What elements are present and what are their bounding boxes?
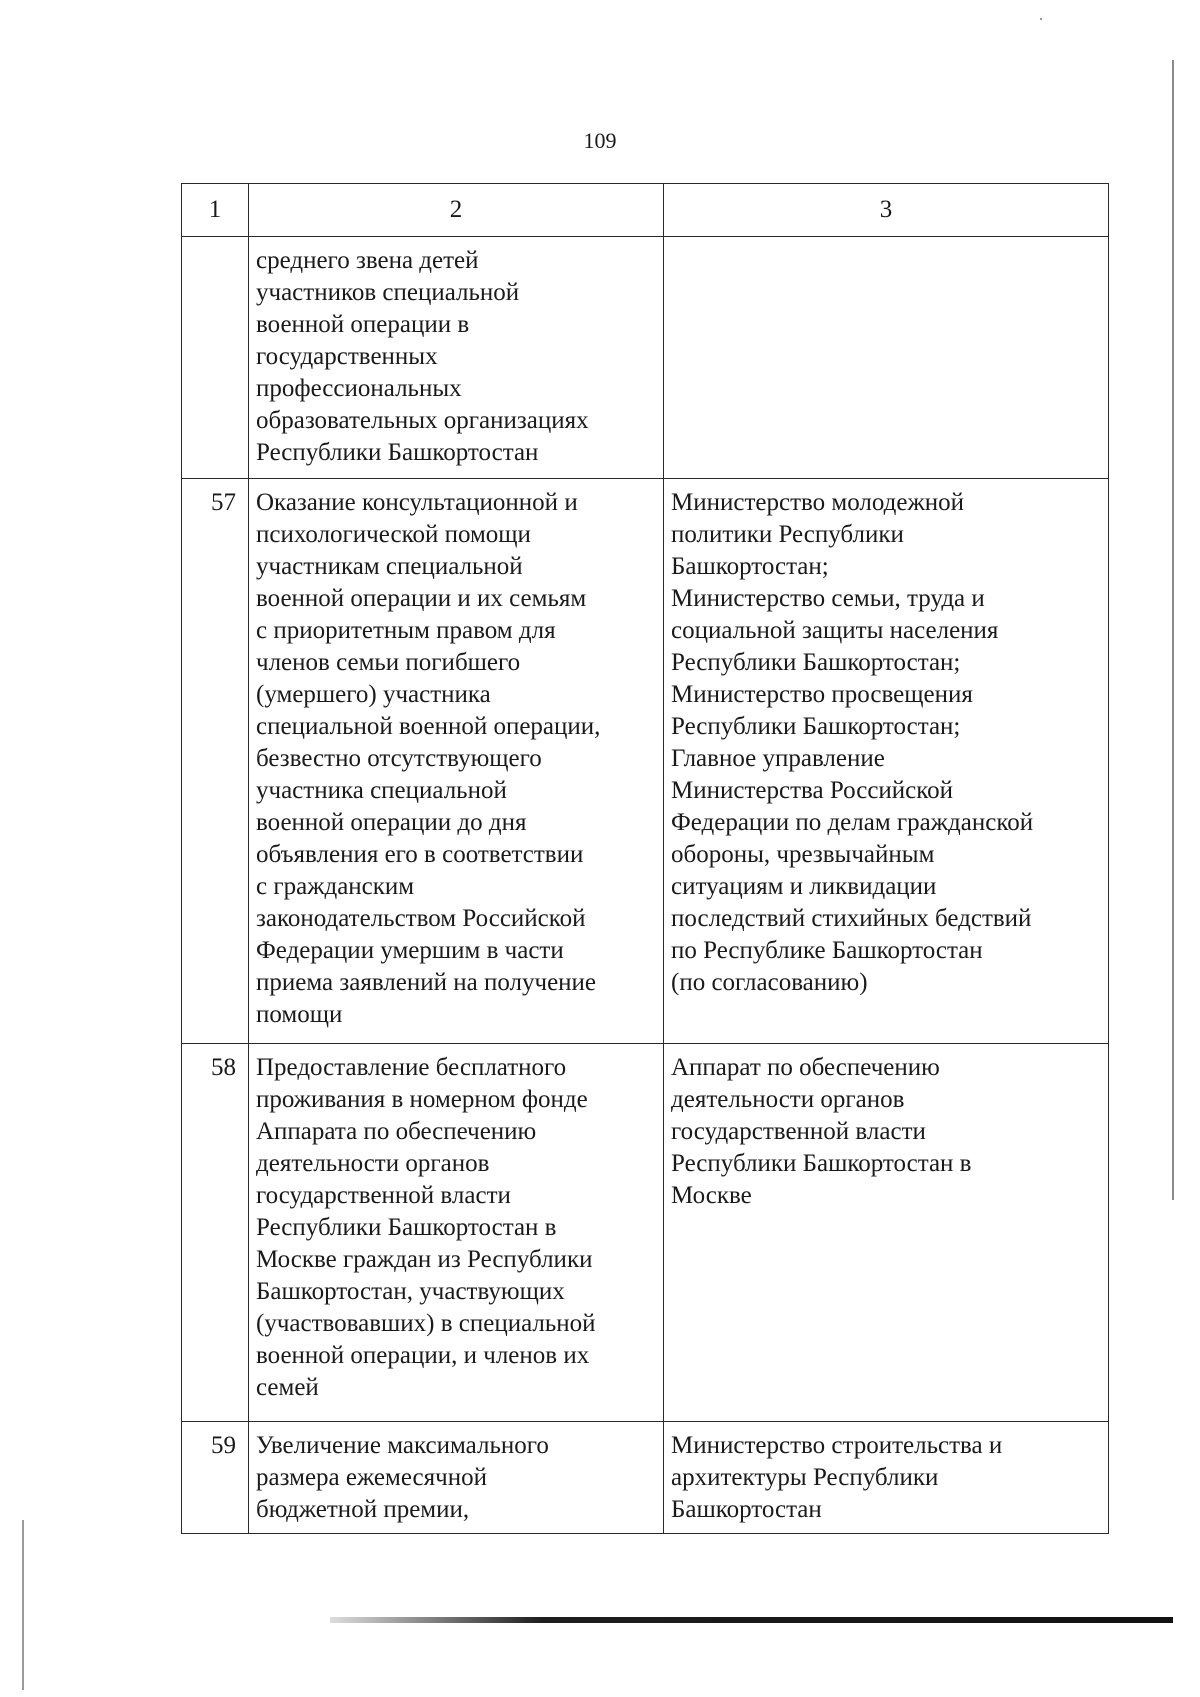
cell-line: (участвовавших) в специальной (256, 1310, 596, 1337)
cell-line: Предоставление бесплатного (256, 1054, 567, 1081)
page-number: 109 (583, 128, 617, 153)
cell-line: Башкортостан, участвующих (256, 1278, 565, 1305)
cell-line: психологической помощи (256, 521, 531, 548)
cell-line: Федерации умершим в части (256, 937, 564, 964)
cell-line: участников специальной (256, 279, 520, 306)
cell-line: социальной защиты населения (671, 617, 999, 644)
cell-line: профессиональных (256, 375, 462, 402)
cell-line: Министерство молодежной (671, 489, 964, 516)
cell-line: приема заявлений на получение (256, 969, 597, 996)
cell-line: военной операции до дня (256, 809, 527, 836)
cell-line: по Республике Башкортостан (671, 937, 983, 964)
cell-line: Башкортостан; (671, 553, 829, 580)
scan-speck (1040, 18, 1042, 20)
cell-line: Министерство просвещения (671, 681, 973, 708)
table-row (182, 1422, 1109, 1534)
cell-line: Министерство строительства и (671, 1432, 1003, 1459)
table-header-row (182, 184, 1109, 237)
cell-line: Аппарата по обеспечению (256, 1118, 537, 1145)
row-number: 57 (182, 479, 249, 1044)
row-number (182, 237, 249, 479)
cell-line: участникам специальной (256, 553, 523, 580)
cell-line: бюджетной премии, (256, 1496, 470, 1523)
cell-line: военной операции в (256, 311, 470, 338)
table-row (182, 1044, 1109, 1422)
measure-description (249, 479, 664, 1044)
cell-line: специальной военной операции, (256, 713, 601, 740)
cell-line: Федерации по делам гражданской (671, 809, 1034, 836)
cell-line: Главное управление (671, 745, 885, 772)
cell-line: с гражданским (256, 873, 415, 900)
cell-line: проживания в номерном фонде (256, 1086, 588, 1113)
cell-line: обороны, чрезвычайным (671, 841, 935, 868)
cell-line: с приоритетным правом для (256, 617, 556, 644)
cell-line: среднего звена детей (256, 247, 479, 274)
scan-edge-mark-left (22, 1520, 24, 1690)
cell-line: помощи (256, 1001, 343, 1028)
cell-line: Республики Башкортостан в (256, 1214, 557, 1241)
cell-line: образовательных организациях (256, 407, 589, 434)
cell-line: Республики Башкортостан (256, 439, 539, 466)
cell-line: семей (256, 1374, 319, 1401)
cell-line: безвестно отсутствующего (256, 745, 542, 772)
measures-table (181, 183, 1109, 1534)
cell-line: Министерства Российской (671, 777, 954, 804)
cell-line: (умершего) участника (256, 681, 491, 708)
measure-description (249, 237, 664, 479)
cell-line: Башкортостан (671, 1496, 822, 1523)
cell-line: Республики Башкортостан; (671, 649, 961, 676)
cell-line: Министерство семьи, труда и (671, 585, 985, 612)
cell-line: военной операции и их семьям (256, 585, 587, 612)
cell-line: Аппарат по обеспечению (671, 1054, 940, 1081)
cell-line: государственной власти (671, 1118, 926, 1145)
cell-line: архитектуры Республики (671, 1464, 939, 1491)
cell-line: Республики Башкортостан в (671, 1150, 972, 1177)
cell-line: объявления его в соответствии (256, 841, 584, 868)
cell-line: государственных (256, 343, 438, 370)
cell-line: членов семьи погибшего (256, 649, 521, 676)
cell-line: ситуациям и ликвидации (671, 873, 937, 900)
cell-line: Москве граждан из Республики (256, 1246, 593, 1273)
scan-edge-mark-right (1172, 60, 1174, 1200)
responsible-bodies (664, 237, 1109, 479)
cell-line: Увеличение максимального (256, 1432, 549, 1459)
responsible-bodies (664, 1044, 1109, 1422)
responsible-bodies (664, 479, 1109, 1044)
cell-line: деятельности органов (671, 1086, 905, 1113)
header-col-1: 1 (182, 184, 249, 237)
responsible-bodies (664, 1422, 1109, 1534)
cell-line: законодательством Российской (256, 905, 586, 932)
cell-line: деятельности органов (256, 1150, 490, 1177)
table-row (182, 479, 1109, 1044)
cell-line: (по согласованию) (671, 969, 868, 996)
cell-line: Республики Башкортостан; (671, 713, 961, 740)
cell-line: Оказание консультационной и (256, 489, 578, 516)
header-col-3: 3 (664, 184, 1109, 237)
measure-description (249, 1422, 664, 1534)
cell-line: последствий стихийных бедствий (671, 905, 1032, 932)
cell-line: военной операции, и членов их (256, 1342, 590, 1369)
row-number: 58 (182, 1044, 249, 1422)
row-number: 59 (182, 1422, 249, 1534)
cell-line: размера ежемесячной (256, 1464, 487, 1491)
cell-line: политики Республики (671, 521, 904, 548)
cell-line: Москве (671, 1182, 752, 1209)
table-row (182, 237, 1109, 479)
measure-description (249, 1044, 664, 1422)
scan-bottom-bar (330, 1617, 1173, 1623)
header-col-2: 2 (249, 184, 664, 237)
cell-line: участника специальной (256, 777, 507, 804)
cell-line: государственной власти (256, 1182, 511, 1209)
